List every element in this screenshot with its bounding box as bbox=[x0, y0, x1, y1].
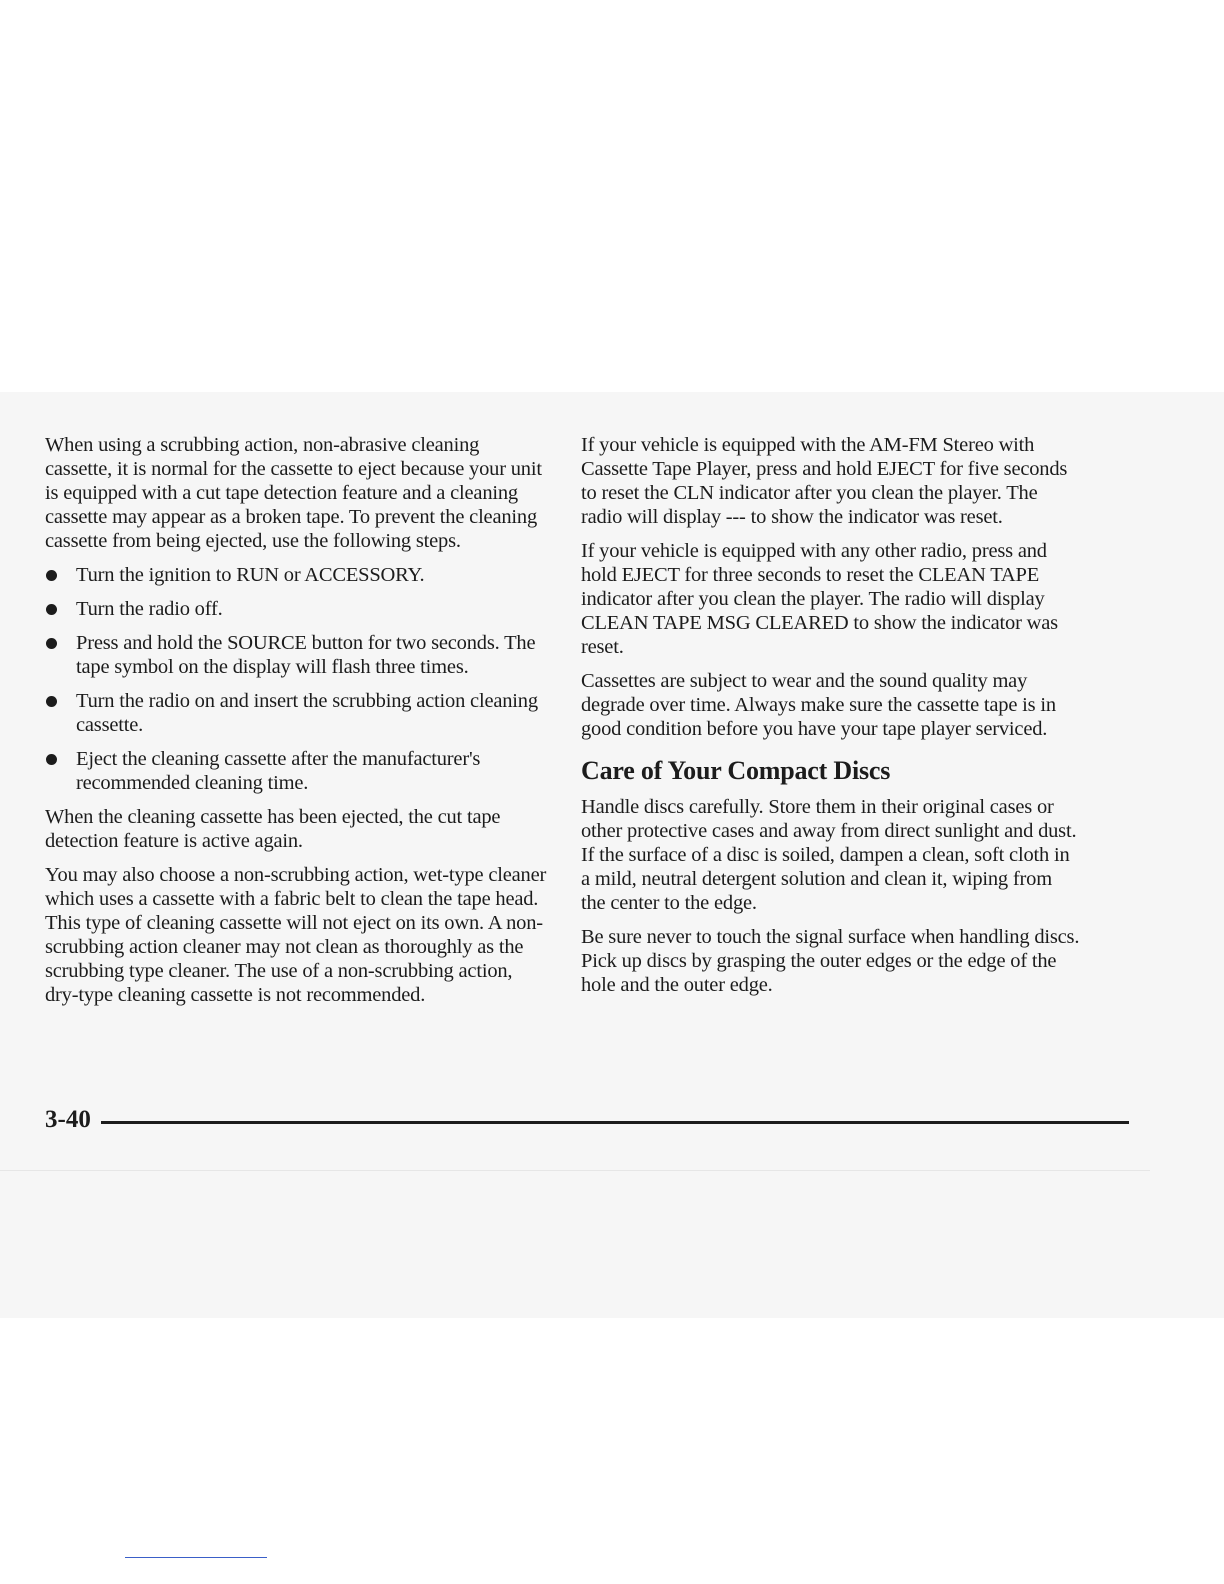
list-item bbox=[45, 747, 550, 795]
after-steps-paragraph: When the cleaning cassette has been ejected, the cut tape detection feature is active again. bbox=[45, 806, 501, 852]
other-radio-paragraph: If your vehicle is equipped with any other radio, press and hold EJECT for three seconds to reset the CLEAN TAPE indicator after you clean the player. The radio will display CLEAN TAPE MSG CLEARED to show the indicator was reset. bbox=[581, 540, 1058, 658]
cleaning-steps-list bbox=[45, 563, 550, 795]
list-item bbox=[45, 563, 550, 587]
step-text: Turn the radio on and insert the scrubbing action cleaning cassette. bbox=[76, 690, 538, 736]
page-edge-line bbox=[0, 1170, 1150, 1171]
bullet-icon bbox=[46, 604, 57, 615]
right-column bbox=[581, 433, 1081, 1007]
list-item bbox=[45, 689, 550, 737]
bullet-icon bbox=[46, 696, 57, 707]
cassette-wear-paragraph: Cassettes are subject to wear and the sound quality may degrade over time. Always make sure the cassette tape is in good condition before you have your tape player serviced. bbox=[581, 670, 1056, 740]
left-column bbox=[45, 433, 550, 1017]
page-footer bbox=[45, 1104, 1085, 1136]
step-text: Turn the radio off. bbox=[76, 598, 223, 620]
non-scrubbing-paragraph: You may also choose a non-scrubbing action, wet-type cleaner which uses a cassette with a fabric belt to clean the tape head. This type of cleaning cassette will not eject on its own. A non-scrubbing action cleaner may not clean as thoroughly as the scrubbing type cleaner. The use of a non-scrubbing action, dry-type cleaning cassette is not recommended. bbox=[45, 864, 547, 1006]
list-item bbox=[45, 597, 550, 621]
bottom-link-underline bbox=[125, 1557, 267, 1558]
step-text: Press and hold the SOURCE button for two seconds. The tape symbol on the display will flash three times. bbox=[76, 632, 536, 678]
cd-signal-paragraph: Be sure never to touch the signal surface when handling discs. Pick up discs by grasping the outer edges or the edge of the hole and the outer edge. bbox=[581, 926, 1080, 996]
list-item bbox=[45, 631, 550, 679]
am-fm-paragraph: If your vehicle is equipped with the AM-FM Stereo with Cassette Tape Player, press and hold EJECT for five seconds to reset the CLN indicator after you clean the player. The radio will display --- to show the indicator was reset. bbox=[581, 434, 1068, 528]
bullet-icon bbox=[46, 754, 57, 765]
bullet-icon bbox=[46, 638, 57, 649]
step-text: Turn the ignition to RUN or ACCESSORY. bbox=[76, 564, 425, 586]
page-number: 3-40 bbox=[45, 1106, 91, 1133]
cd-handle-paragraph: Handle discs carefully. Store them in their original cases or other protective cases and away from direct sunlight and dust. If the surface of a disc is soiled, dampen a clean, soft cloth in a mild, neutral detergent solution and clean it, wiping from the center to the edge. bbox=[581, 796, 1077, 914]
cd-care-heading: Care of Your Compact Discs bbox=[581, 756, 891, 785]
footer-rule bbox=[101, 1121, 1129, 1124]
step-text: Eject the cleaning cassette after the manufacturer's recommended cleaning time. bbox=[76, 748, 481, 794]
intro-paragraph: When using a scrubbing action, non-abrasive cleaning cassette, it is normal for the cassette to eject because your unit is equipped with a cut tape detection feature and a cleaning cassette may appear as a broken tape. To prevent the cleaning cassette from being ejected, use the following steps. bbox=[45, 434, 542, 552]
bullet-icon bbox=[46, 570, 57, 581]
